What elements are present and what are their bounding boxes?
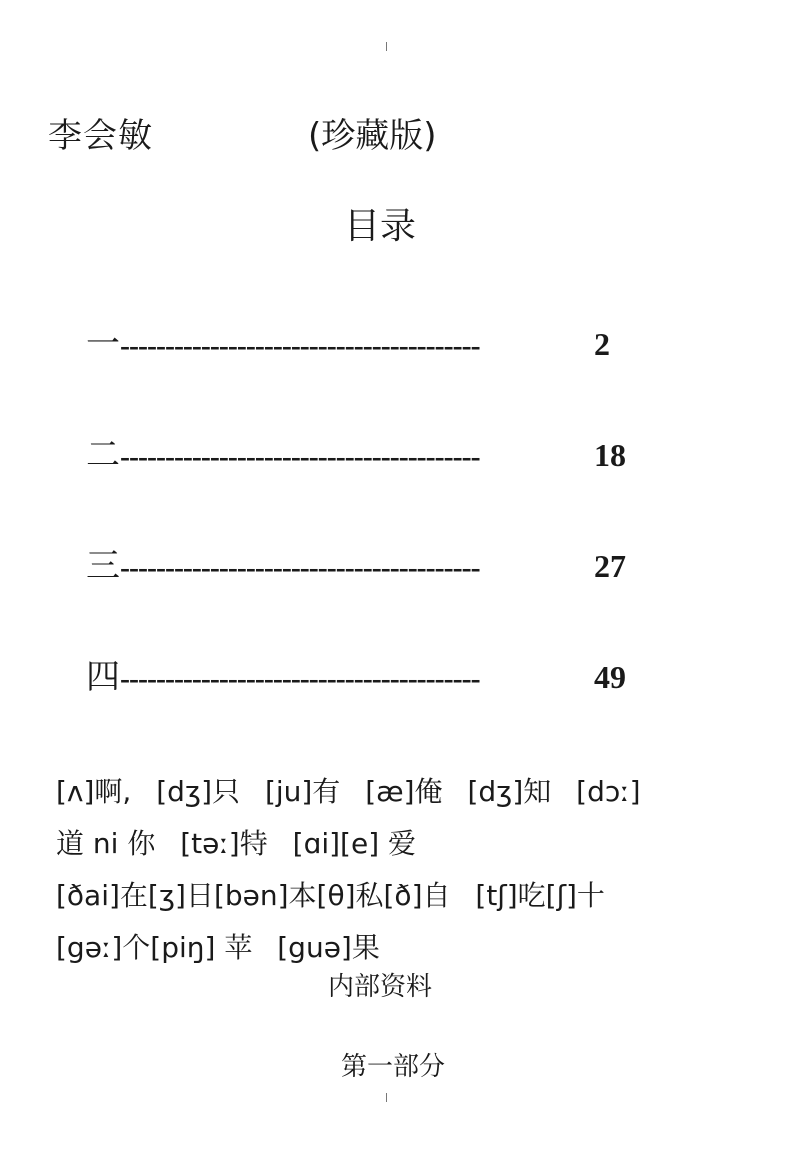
toc-entry-page: 2 [594, 326, 610, 362]
phonetic-item: [ʌ]啊, [56, 775, 132, 808]
phonetic-item: [guə]果 [277, 931, 380, 964]
toc-entry-leader: ---------------------------------------- [120, 551, 480, 584]
phonetic-item: [ðai]在[ʒ]日[bən]本[θ]私[ð]自 [56, 879, 451, 912]
phonetic-item: [təː]特 [180, 827, 268, 860]
toc-title: 目录 [343, 206, 416, 247]
toc-entry [86, 538, 726, 649]
toc-entry [86, 427, 726, 538]
phonetic-item: 道 ni 你 [56, 827, 156, 860]
phonetic-item: [ɑi][e] 爱 [292, 827, 417, 860]
author-name: 李会敏 [48, 116, 153, 156]
table-of-contents [86, 316, 726, 760]
toc-entry-number: 二 [86, 435, 120, 475]
toc-entry [86, 316, 726, 427]
toc-entry-number: 四 [86, 657, 120, 697]
phonetic-item: [ju]有 [264, 775, 341, 808]
toc-entry-number: 三 [86, 546, 120, 586]
toc-entry [86, 649, 726, 760]
phonetic-line [56, 766, 756, 818]
toc-entry-leader: ---------------------------------------- [120, 662, 480, 695]
phonetic-item: [æ]俺 [365, 775, 443, 808]
bottom-tick-mark [386, 1093, 387, 1102]
toc-entry-page: 18 [594, 437, 626, 473]
phonetic-item: [tʃ]吃[ʃ]十 [475, 879, 605, 912]
phonetic-item: [dʒ]只 [156, 775, 241, 808]
phonetic-line [56, 818, 756, 870]
toc-entry-number: 一 [86, 324, 120, 364]
toc-entry-leader: ---------------------------------------- [120, 440, 480, 473]
toc-entry-page: 27 [594, 548, 626, 584]
phonetic-item: [dɔː] [576, 775, 641, 808]
top-tick-mark [386, 42, 387, 51]
phonetic-mnemonics [56, 766, 756, 974]
phonetic-item: [dʒ]知 [467, 775, 552, 808]
document-header [48, 108, 748, 156]
internal-material-label: 内部资料 [327, 972, 432, 1002]
edition-label: (珍藏版) [308, 116, 437, 156]
part-heading: 第一部分 [340, 1052, 445, 1082]
phonetic-item: [gəː]个[piŋ] 苹 [56, 931, 253, 964]
toc-entry-leader: ---------------------------------------- [120, 329, 480, 362]
phonetic-line [56, 870, 756, 922]
toc-entry-page: 49 [594, 659, 626, 695]
